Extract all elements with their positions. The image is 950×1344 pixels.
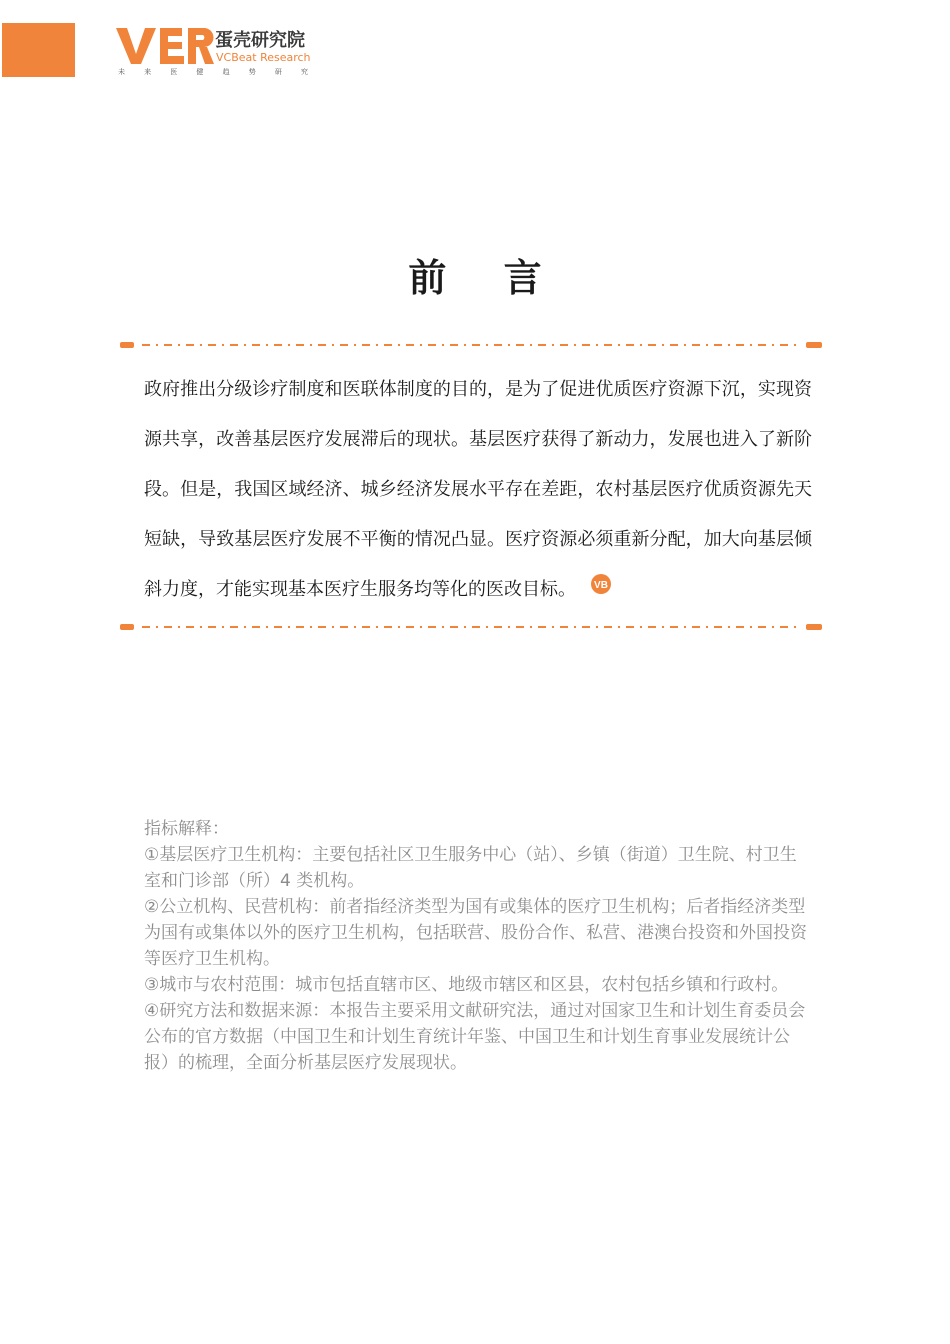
page-title: 前 言: [408, 255, 564, 301]
logo-slogan-char: 势: [248, 68, 256, 76]
vbr-logo-mark: [116, 26, 214, 66]
logo-text-cn: 蛋壳研究院: [215, 30, 305, 51]
logo-slogan-char: 医: [170, 68, 178, 76]
vbr-end-mark-icon: [590, 573, 612, 595]
logo-slogan-char: 研: [274, 68, 282, 76]
notes-item: ④研究方法和数据来源：本报告主要采用文献研究法，通过对国家卫生和计划生育委员会公布的官方数据（中国卫生和计划生育统计年鉴、中国卫生和计划生育事业发展统计公报）的梳理，全面分析基层医疗发展现状。: [144, 1001, 806, 1073]
logo-slogan-char: 趋: [222, 68, 230, 76]
logo-slogan: [118, 67, 308, 77]
notes-item: ①基层医疗卫生机构：主要包括社区卫生服务中心（站）、乡镇（街道）卫生院、村卫生室和门诊部（所）4 类机构。: [144, 845, 797, 891]
preface-body: [144, 365, 812, 615]
preface-text: 政府推出分级诊疗制度和医联体制度的目的，是为了促进优质医疗资源下沉，实现资源共享，改善基层医疗发展滞后的现状。基层医疗获得了新动力，发展也进入了新阶段。但是，我国区域经济、城乡经济发展水平存在差距，农村基层医疗优质资源先天短缺，导致基层医疗发展不平衡的情况凸显。医疗资源必须重新分配，加大向基层倾斜力度，才能实现基本医疗生服务均等化的医改目标。: [144, 379, 812, 600]
logo-slogan-char: 未: [118, 68, 125, 76]
logo-text-en: VCBeat Research: [216, 51, 311, 64]
notes-item: ③城市与农村范围：城市包括直辖市区、地级市辖区和区县，农村包括乡镇和行政村。: [144, 975, 789, 995]
vcbeat-logo: [116, 26, 316, 78]
logo-slogan-char: 究: [300, 68, 308, 76]
divider-top: [120, 340, 822, 350]
svg-text:VB: VB: [594, 580, 608, 591]
corner-accent-block: [2, 23, 75, 77]
notes-item: ②公立机构、民营机构：前者指经济类型为国有或集体的医疗卫生机构；后者指经济类型为国有或集体以外的医疗卫生机构，包括联营、股份合作、私营、港澳台投资和外国投资等医疗卫生机构。: [144, 897, 807, 969]
logo-slogan-char: 健: [196, 68, 204, 76]
divider-bottom: [120, 622, 822, 632]
logo-slogan-char: 来: [144, 68, 152, 76]
indicator-notes: [144, 816, 812, 1076]
notes-heading: 指标解释：: [144, 819, 229, 839]
